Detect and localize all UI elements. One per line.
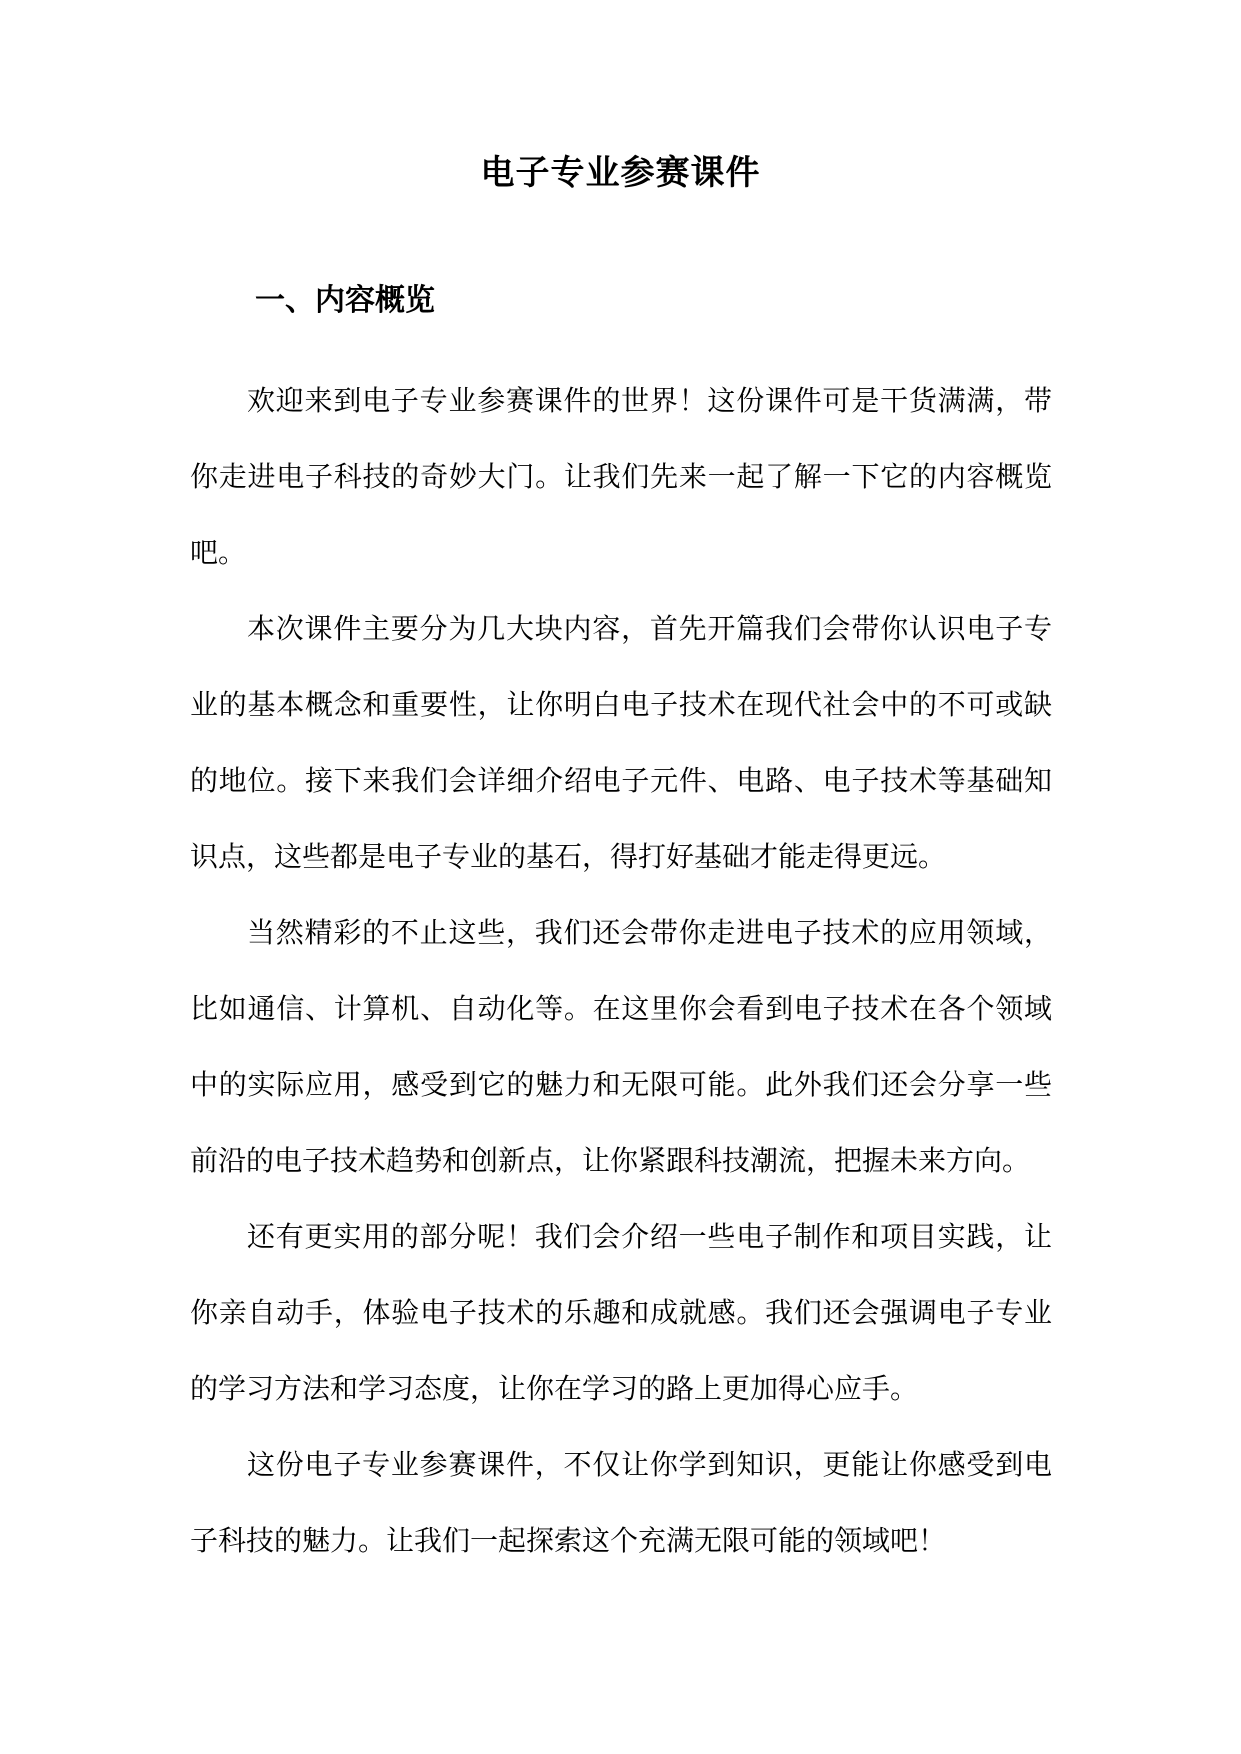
- document-body: [190, 363, 1052, 1579]
- paragraph: 还有更实用的部分呢！我们会介绍一些电子制作和项目实践，让你亲自动手，体验电子技术的乐趣和成就感。我们还会强调电子专业的学习方法和学习态度，让你在学习的路上更加得心应手。: [190, 1220, 1052, 1405]
- paragraph: 这份电子专业参赛课件，不仅让你学到知识，更能让你感受到电子科技的魅力。让我们一起探索这个充满无限可能的领域吧！: [190, 1448, 1052, 1557]
- paragraph: 本次课件主要分为几大块内容，首先开篇我们会带你认识电子专业的基本概念和重要性，让你明白电子技术在现代社会中的不可或缺的地位。接下来我们会详细介绍电子元件、电路、电子技术等基础知识点，这些都是电子专业的基石，得打好基础才能走得更远。: [190, 612, 1052, 873]
- paragraph: 当然精彩的不止这些，我们还会带你走进电子技术的应用领域，比如通信、计算机、自动化等。在这里你会看到电子技术在各个领域中的实际应用，感受到它的魅力和无限可能。此外我们还会分享一些前沿的电子技术趋势和创新点，让你紧跟科技潮流，把握未来方向。: [190, 916, 1052, 1177]
- document-title: 电子专业参赛课件: [480, 153, 761, 193]
- section-heading: 一、内容概览: [255, 283, 435, 318]
- paragraph: 欢迎来到电子专业参赛课件的世界！这份课件可是干货满满，带你走进电子科技的奇妙大门。让我们先来一起了解一下它的内容概览吧。: [190, 384, 1052, 569]
